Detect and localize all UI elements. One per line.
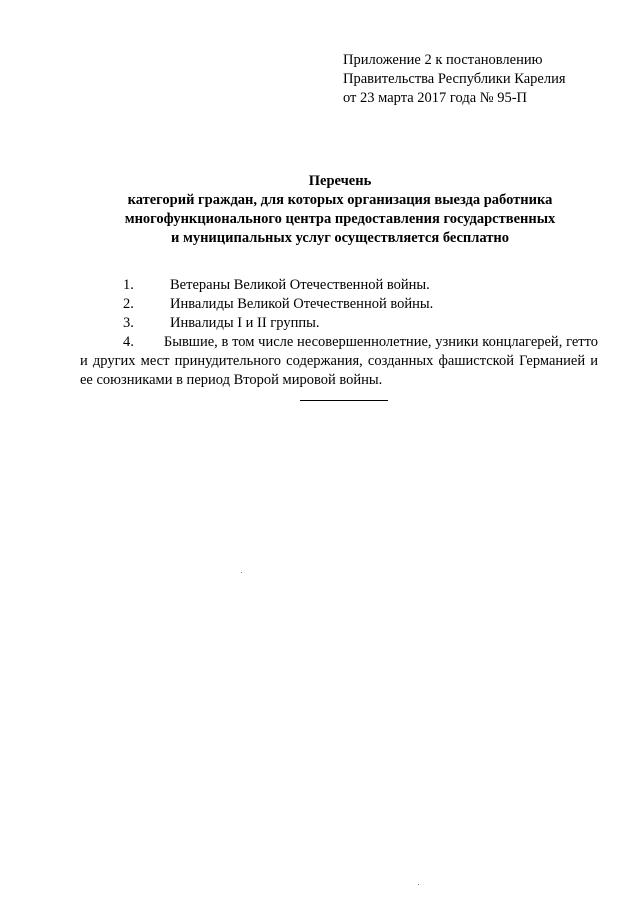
scan-speck (418, 884, 419, 885)
list-item (80, 295, 598, 314)
list-item-number: 3. (123, 315, 134, 331)
appendix-header-line-1: Приложение 2 к постановлению (343, 52, 543, 68)
citizen-categories-list (80, 276, 598, 390)
title-line-1: Перечень (308, 173, 372, 189)
list-item-number: 2. (123, 296, 134, 312)
scan-speck (241, 572, 242, 573)
list-item-text: Инвалиды Великой Отечественной войны. (170, 296, 434, 312)
list-item-text: Инвалиды I и II группы. (170, 315, 320, 331)
title-line-3: многофункционального центра предоставления государственных (124, 211, 556, 227)
list-item (80, 276, 598, 295)
appendix-header-line-2: Правительства Республики Карелия (343, 71, 566, 87)
list-item (80, 314, 598, 333)
title-line-4: и муниципальных услуг осуществляется бесплатно (170, 230, 510, 246)
list-item-text: Ветераны Великой Отечественной войны. (170, 277, 430, 293)
title-line-2: категорий граждан, для которых организация выезда работника (127, 192, 553, 208)
document-title (80, 172, 600, 248)
list-item-number: 1. (123, 277, 134, 293)
list-item-number: 4. (123, 334, 134, 350)
list-item (80, 333, 598, 390)
end-divider (300, 400, 388, 401)
appendix-header-line-3: от 23 марта 2017 года № 95-П (343, 90, 528, 106)
list-item-text: Бывшие, в том числе несовершеннолетние, узники концлагерей, гетто и других мест принудительного содержания, созданных фашистской Германией и ее союзниками в период Второй мировой войны. (80, 334, 598, 388)
appendix-header (343, 51, 623, 108)
